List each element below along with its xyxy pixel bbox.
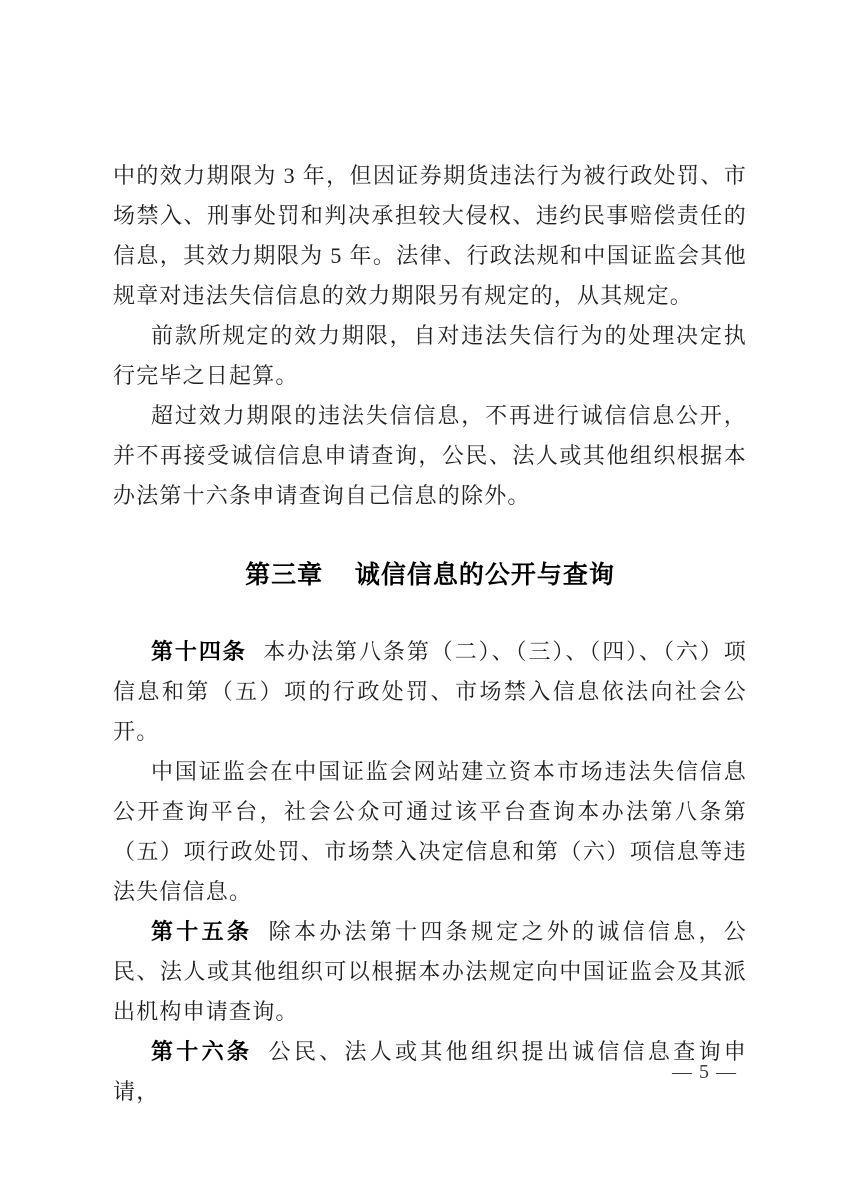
chapter-title: 诚信信息的公开与查询 (354, 561, 615, 589)
document-body (113, 156, 747, 1112)
article-16-text: 公民、法人或其他组织提出诚信信息查询申请， (113, 1039, 747, 1104)
article-15-paragraph (113, 912, 747, 1032)
paragraph-expired-info: 超过效力期限的违法失信信息，不再进行诚信信息公开，并不再接受诚信信息申请查询，公民、法人或其他组织根据本办法第十六条申请查询自己信息的除外。 (113, 403, 747, 508)
article-15-number: 第十五条 (151, 919, 253, 944)
chapter-number: 第三章 (245, 561, 324, 589)
article-16-number: 第十六条 (151, 1039, 253, 1064)
article-14-text: 本办法第八条第（二）、（三）、（四）、（六）项信息和第（五）项的行政处罚、市场禁入信息依法向社会公开。 (113, 639, 747, 744)
paragraph-continuation: 中的效力期限为 3 年，但因证券期货违法行为被行政处罚、市场禁入、刑事处罚和判决承担较大侵权、违约民事赔偿责任的信息，其效力期限为 5 年。法律、行政法规和中国证监会其他规章对违法失信信息的效力期限另有规定的，从其规定。 (113, 163, 747, 308)
article-15-text: 除本办法第十四条规定之外的诚信信息，公民、法人或其他组织可以根据本办法规定向中国证监会及其派出机构申请查询。 (113, 919, 747, 1024)
article-16-paragraph (113, 1032, 747, 1112)
article-14-paragraph (113, 632, 747, 752)
chapter-heading (113, 554, 747, 596)
paragraph-effective-period-start: 前款所规定的效力期限，自对违法失信行为的处理决定执行完毕之日起算。 (113, 323, 747, 388)
page-number: — 5 — (672, 1061, 737, 1083)
article-14-paragraph-2: 中国证监会在中国证监会网站建立资本市场违法失信信息公开查询平台，社会公众可通过该平台查询本办法第八条第（五）项行政处罚、市场禁入决定信息和第（六）项信息等违法失信信息。 (113, 759, 747, 904)
article-14-number: 第十四条 (151, 639, 247, 664)
